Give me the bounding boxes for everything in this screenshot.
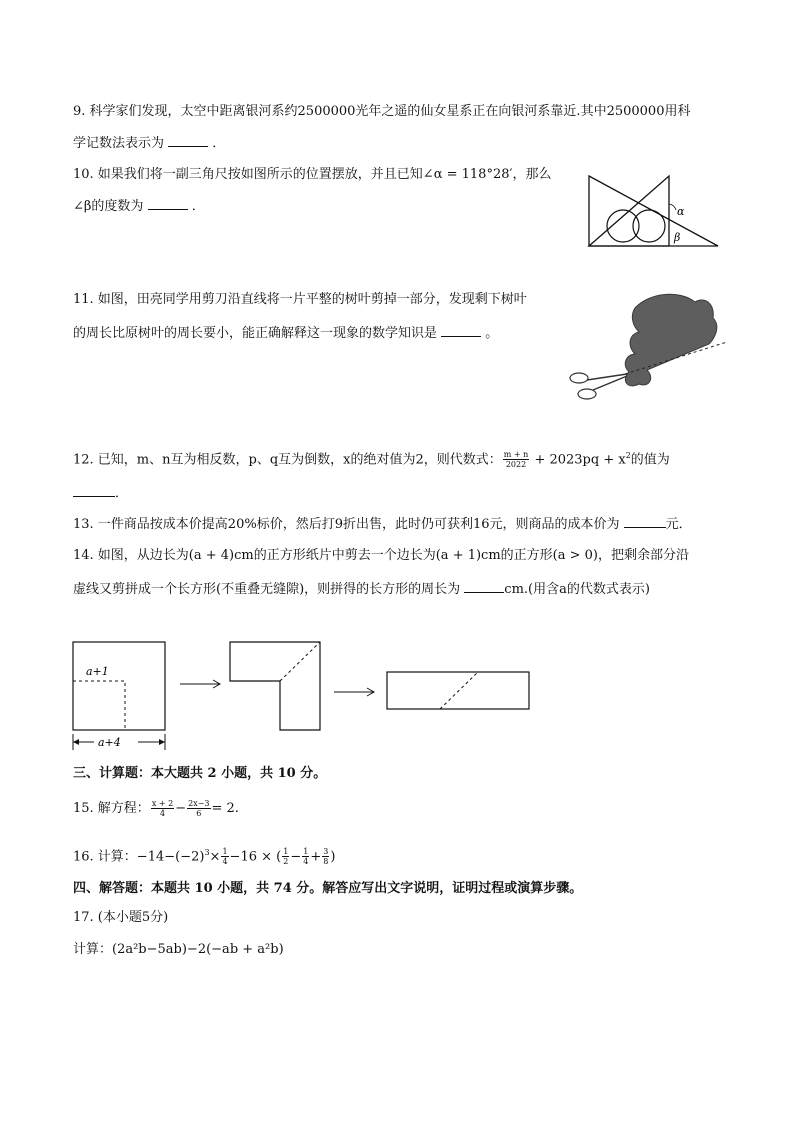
q16-exponent: 3: [204, 848, 210, 857]
q16-f2-den: 2: [283, 857, 289, 867]
q12-prefix: 12. 已知，m、n互为相反数，p、q互为倒数，x的绝对值为2，则代数式：: [73, 452, 502, 468]
q16-f1-num: 1: [222, 847, 228, 857]
q10-answer-blank[interactable]: [148, 195, 188, 210]
section3-title: 三、计算题：本大题共 2 小题，共 10 分。: [73, 766, 327, 781]
q15-minus: −: [175, 801, 187, 816]
q11-answer-blank[interactable]: [441, 322, 481, 337]
section4-title: 四、解答题：本题共 10 小题，共 74 分。解答应写出文字说明，证明过程或演算步骤。: [73, 881, 583, 896]
q13-line: [73, 513, 692, 535]
q14-suffix: cm.(用含a的代数式表示): [504, 582, 650, 597]
q13-suffix: 元．: [665, 517, 692, 532]
q16-fraction-4: [322, 847, 329, 866]
q12-line2: [73, 482, 128, 504]
q16-close: ): [330, 849, 336, 865]
q14-line2: [73, 578, 650, 600]
q12-suffix: 的值为: [630, 452, 670, 468]
q10-line1: 10. 如果我们将一副三角尺按如图所示的位置摆放，并且已知∠α = 118°28′，那么: [73, 167, 552, 182]
q15-f2-den: 6: [196, 809, 202, 818]
q15-suffix: = 2.: [211, 801, 239, 816]
q16-times: ×: [209, 849, 221, 865]
q12-middle: + 2023pq + x: [534, 452, 626, 468]
q15-prefix: 15. 解方程：: [73, 801, 150, 816]
q9-line2: [73, 132, 225, 154]
q10-line2: [73, 195, 205, 217]
q12-answer-blank[interactable]: [73, 482, 115, 497]
q15-line: [73, 799, 239, 819]
q12-frac-den: 2022: [505, 460, 527, 470]
q14-prefix: 虚线又剪拼成一个长方形(不重叠无缝隙)，则拼得的长方形的周长为: [73, 582, 461, 597]
q11-prefix: 的周长比原树叶的周长要小，能正确解释这一现象的数学知识是: [73, 326, 438, 341]
arrow-right-icon: [180, 680, 220, 688]
q10-beta-label: β: [674, 231, 681, 244]
q16-f2-num: 1: [283, 847, 289, 857]
q16-prefix: 16. 计算：−14−(−2): [73, 849, 205, 865]
q11-suffix: 。: [485, 326, 499, 341]
q12-fraction: [503, 450, 530, 469]
q12-frac-num: m + n: [503, 450, 529, 460]
q15-f2-num: 2x−3: [188, 799, 210, 808]
q10-alpha-label: α: [677, 205, 685, 218]
q14-square-figure: [70, 638, 540, 753]
q16-f4-num: 3: [323, 847, 329, 857]
q16-f3-num: 1: [303, 847, 309, 857]
q15-f1-den: 4: [159, 809, 166, 818]
q9-answer-blank[interactable]: [168, 132, 208, 147]
q10-triangle-figure: [585, 170, 725, 252]
q11-line1: 11. 如图，田亮同学用剪刀沿直线将一片平整的树叶剪掉一部分，发现剩下树叶: [73, 292, 527, 307]
q15-fraction-2: [187, 799, 210, 818]
scissors-icon: [570, 373, 627, 399]
q12-line1: [73, 446, 670, 470]
q13-prefix: 13. 一件商品按成本价提高20%标价，然后打9折出售，此时仍可获利16元，则商品的成本价为: [73, 517, 620, 532]
q10-prefix: ∠β的度数为: [73, 199, 144, 214]
q9-prefix: 学记数法表示为: [73, 136, 165, 151]
q16-f3-den: 4: [303, 857, 309, 867]
q17-header: 17. (本小题5分): [73, 910, 169, 925]
q15-f1-num: x + 2: [151, 799, 174, 808]
q11-line2: [73, 322, 498, 344]
q16-fraction-2: [282, 847, 289, 866]
arrow-right-icon: [334, 688, 374, 696]
q17-expr: 计算：(2a²b−5ab)−2(−ab + a²b): [73, 942, 284, 957]
q16-f1-den: 4: [222, 857, 228, 867]
q13-answer-blank[interactable]: [624, 513, 666, 528]
q14-outer-label: a+4: [98, 736, 121, 749]
q16-fraction-1: [221, 847, 228, 866]
q16-mid: −16 × (: [229, 849, 282, 865]
q9-line1: 9. 科学家们发现，太空中距离银河系约2500000光年之遥的仙女星系正在向银河系靠近.其中2500000用科: [73, 104, 691, 119]
q16-fraction-3: [302, 847, 309, 866]
q9-suffix: ．: [212, 136, 226, 151]
leaf-shape: [625, 294, 717, 386]
q16-op2: −: [290, 849, 302, 865]
q14-answer-blank[interactable]: [464, 578, 504, 593]
q10-suffix: ．: [191, 199, 205, 214]
q14-inner-label: a+1: [86, 665, 109, 678]
q16-op3: +: [310, 849, 322, 865]
q14-line1: 14. 如图，从边长为(a + 4)cm的正方形纸片中剪去一个边长为(a + 1)cm的正方形(a > 0)，把剩余部分沿: [73, 548, 689, 563]
q15-fraction-1: [151, 799, 174, 818]
q16-f4-den: 8: [323, 857, 329, 867]
q12-line2-suffix: ．: [115, 486, 129, 501]
q16-line: [73, 843, 335, 867]
q11-leaf-figure: [565, 290, 730, 408]
q12-exponent: 2: [625, 451, 631, 460]
